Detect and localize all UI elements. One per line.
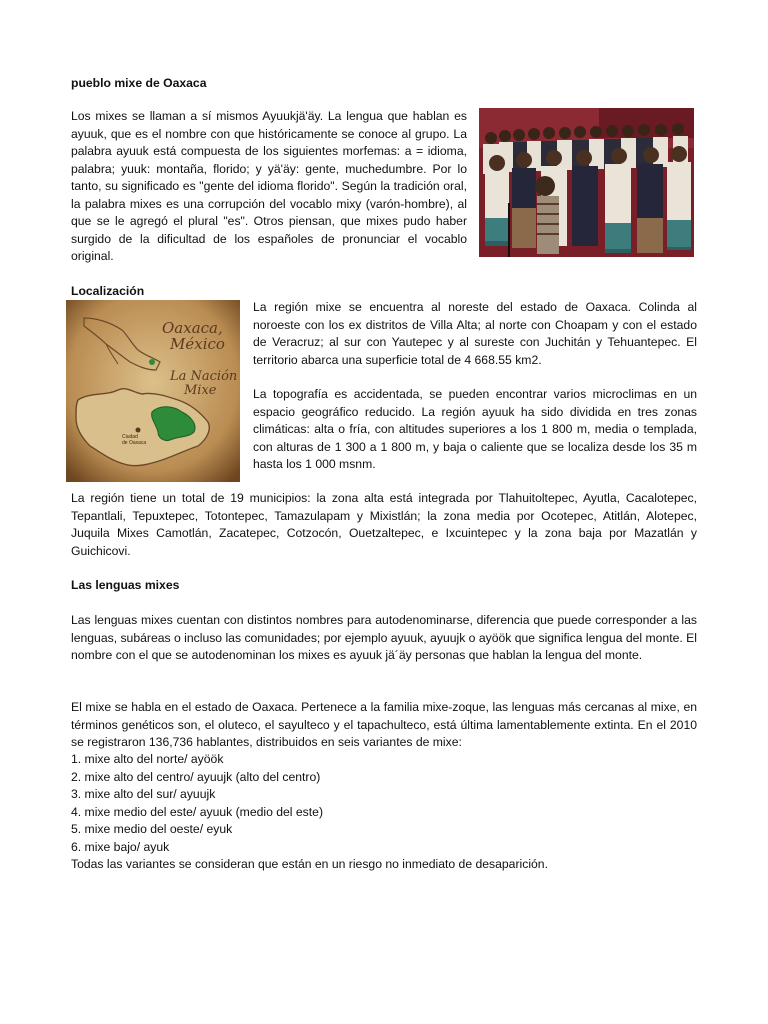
map-city-label: Ciudad de Oaxaca bbox=[122, 434, 147, 446]
list-item: 1. mixe alto del norte/ ayöök bbox=[71, 752, 224, 766]
map-subtitle: La Nación Mixe bbox=[170, 369, 238, 398]
list-item: 3. mixe alto del sur/ ayuujk bbox=[71, 787, 216, 801]
list-item: 6. mixe bajo/ ayuk bbox=[71, 839, 170, 854]
section-heading-lenguas: Las lenguas mixes bbox=[71, 578, 180, 592]
localizacion-paragraph-1: La región mixe se encuentra al noreste del estado de Oaxaca. Colinda al noroeste con los ex distritos de Villa Alta; al norte con Choapam y con el estado de Veracruz; al sur con Yautepec y al sureste con Juchitán y Tehuantepec. El territorio abarca una superficie total de 4 668.55 km2. bbox=[253, 300, 697, 367]
variants-list bbox=[71, 751, 323, 856]
lenguas-paragraph-2: El mixe se habla en el estado de Oaxaca. Pertenece a la familia mixe-zoque, las lenguas más cercanas al mixe, en términos genéticos son, el oluteco, el sayulteco y el tapachulteco, está última lamentablemente extinta. En el 2010 se registraron 136,736 hablantes, distribuidos en seis variantes de mixe: bbox=[71, 700, 697, 749]
list-item: 5. mixe medio del oeste/ eyuk bbox=[71, 822, 233, 836]
lenguas-paragraph-1: Las lenguas mixes cuentan con distintos nombres para autodenominarse, diferencia que puede corresponder a las lenguas, subáreas o incluso las comunidades; por ejemplo ayuuk, ayuujk o ayöök que significa lengua del monte. El nombre con el que se autodenominan los mixes es ayuuk jä´äy personas que hablan la lengua del monte. bbox=[71, 613, 698, 662]
localizacion-paragraph-3: La región tiene un total de 19 municipios: la zona alta está integrada por Tlahuitoltepec, Ayutla, Cacalotepec, Tepantlali, Tepuxtepec, Totontepec, Tamazulapam y Mixistlán; la zona media por Ocotepec, Atitlán, Alotepec, Juquila Mixes Camotlán, Zacatepec, Cotzocón, Ouetzaltepec, e Ixcuintepec y la zona baja por Mazatlán y Guichicovi. bbox=[71, 491, 697, 558]
mixe-children-choir-photo bbox=[479, 108, 694, 257]
localizacion-paragraph-2: La topografía es accidentada, se pueden encontrar varios microclimas en un espacio geográfico reducido. La región ayuuk ha sido dividida en tres zonas climáticas: alta o fría, con altitudes superiores a los 1 800 m, media o templada, con alturas de 1 300 a 1 800 m, y baja o caliente que se localiza desde los 35 m hasta los 1 000 msnm. bbox=[253, 387, 697, 471]
section-heading-localizacion: Localización bbox=[71, 284, 145, 298]
oaxaca-mixe-region-map bbox=[66, 300, 240, 482]
list-item: 4. mixe medio del este/ ayuuk (medio del este) bbox=[71, 804, 323, 819]
intro-paragraph: Los mixes se llaman a sí mismos Ayuukjä'äy. La lengua que hablan es ayuuk, que es el nombre con que históricamente se conoce al grupo. La palabra ayuuk está compuesta de los siguientes morfemas: a = idioma, palabra; yuuk: montaña, florido; y yä'äy: gente, muchedumbre. Por lo tanto, su significado es "gente del idioma florido". Según la tradición oral, la palabra mixes es una corrupción del vocablo mixy (varón-hombre), al que se le agregó el plural "es". Otros piensan, que mixes pudo haber surgido de la dificultad de los españoles de pronunciar el vocablo original. bbox=[71, 109, 467, 263]
list-item: 2. mixe alto del centro/ ayuujk (alto del centro) bbox=[71, 769, 321, 784]
page-title: pueblo mixe de Oaxaca bbox=[71, 76, 207, 90]
closing-sentence: Todas las variantes se consideran que están en un riesgo no inmediato de desaparición. bbox=[71, 857, 548, 871]
map-title: Oaxaca, México bbox=[162, 319, 225, 353]
